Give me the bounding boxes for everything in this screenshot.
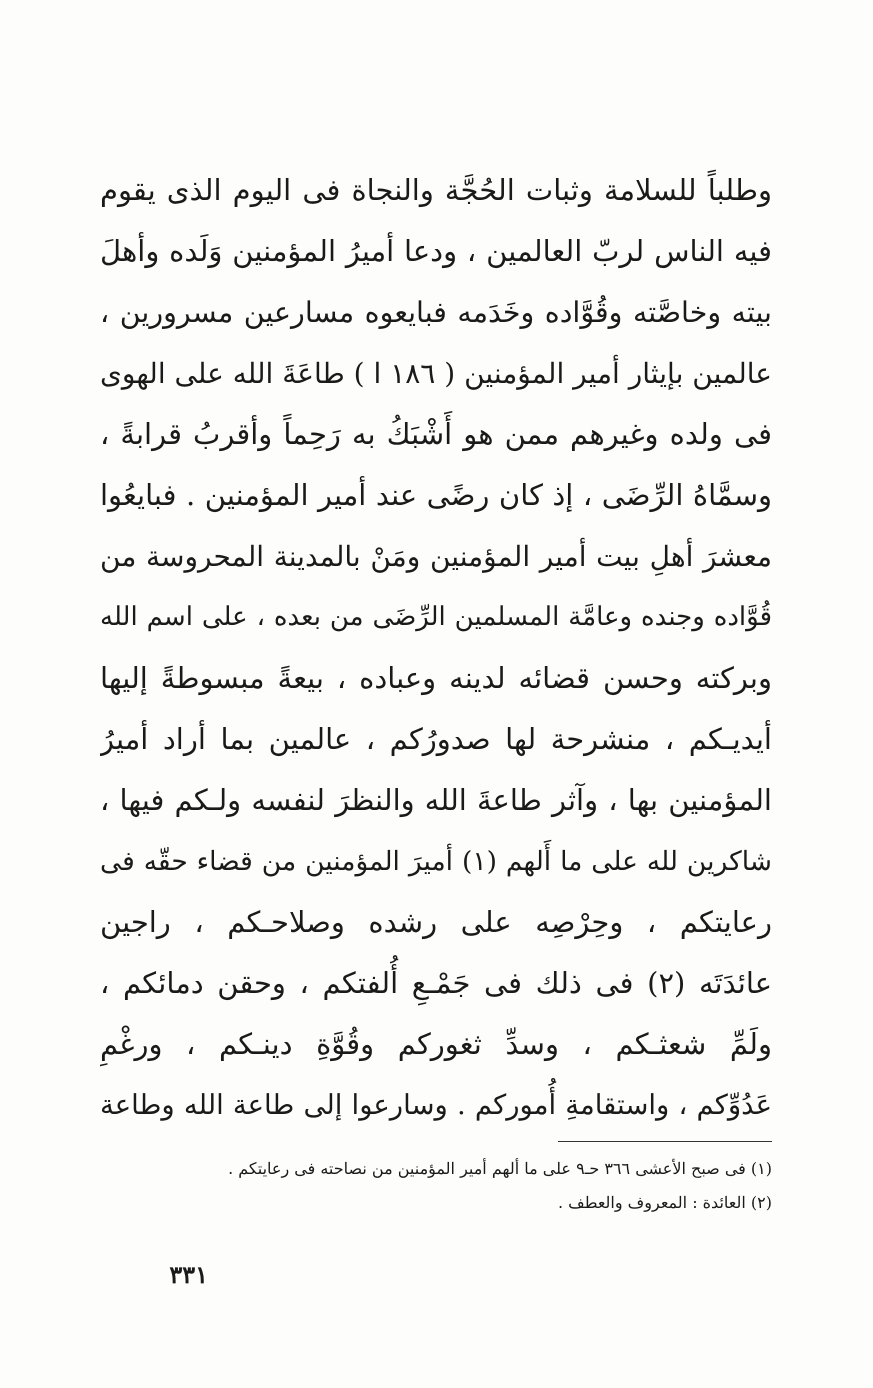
footnote-2: (٢) العائدة : المعروف والعطف . bbox=[557, 1193, 772, 1212]
text-line: وطلباً للسلامة وثبات الحُجَّة والنجاة فى اليوم الذى يقوم bbox=[100, 173, 772, 207]
text-line: فى ولده وغيرهم ممن هو أَشْبَكُ به رَحِماً وأقربُ قرابةً ، bbox=[100, 417, 772, 451]
text-line: عائدَتَه (٢) فى ذلك فى جَمْـعِ أُلفتكم ، وحقن دمائكم ، bbox=[100, 966, 772, 1000]
text-line: وبركته وحسن قضائه لدينه وعباده ، بيعةً مبسوطةً إليها bbox=[100, 661, 772, 695]
footnote-divider bbox=[558, 1141, 772, 1142]
text-line: ولَمِّ شعثـكم ، وسدِّ ثغوركم وقُوَّةِ دينـكم ، ورغْمِ bbox=[100, 1027, 772, 1061]
text-line: وسمَّاهُ الرِّضَى ، إذ كان رضًى عند أمير المؤمنين . فبايعُوا bbox=[100, 478, 772, 512]
text-line: فيه الناس لربّ العالمين ، ودعا أميرُ المؤمنين وَلَده وأهلَ bbox=[100, 234, 772, 268]
body-text bbox=[100, 160, 772, 1136]
text-line: بيته وخاصَّته وقُوَّاده وخَدَمه فبايعوه مسارعين مسرورين ، bbox=[100, 296, 772, 329]
text-line: عالمين بإيثار أمير المؤمنين ( ١٨٦ ا ) طاعَةَ الله على الهوى bbox=[100, 357, 772, 390]
text-line: رعايتكم ، وحِرْصِه على رشده وصلاحـكم ، راجين bbox=[100, 905, 772, 939]
page-number: ٣٣١ bbox=[169, 1260, 208, 1289]
text-line: شاكرين لله على ما أَلهم (١) أميرَ المؤمنين من قضاء حقّه فى bbox=[100, 846, 772, 877]
text-line: عَدُوِّكم ، واستقامةِ أُموركم . وسارعوا إلى طاعة الله وطاعة bbox=[100, 1089, 772, 1121]
text-line: معشرَ أهلِ بيت أمير المؤمنين ومَنْ بالمدينة المحروسة من bbox=[100, 540, 772, 573]
footnote-1: (١) فى صبح الأعشى ٣٦٦ حـ٩ على ما ألهم أمير المؤمنين من نصاحته فى رعايتكم . bbox=[228, 1159, 772, 1178]
text-line: قُوَّاده وجنده وعامَّة المسلمين الرِّضَى من بعده ، على اسم الله bbox=[100, 602, 772, 632]
text-line: أيديـكم ، منشرحة لها صدورُكم ، عالمين بما أراد أميرُ bbox=[100, 722, 772, 756]
text-line: المؤمنين بها ، وآثر طاعةَ الله والنظرَ لنفسه ولـكم فيها ، bbox=[100, 783, 772, 817]
footnotes bbox=[180, 1152, 772, 1220]
